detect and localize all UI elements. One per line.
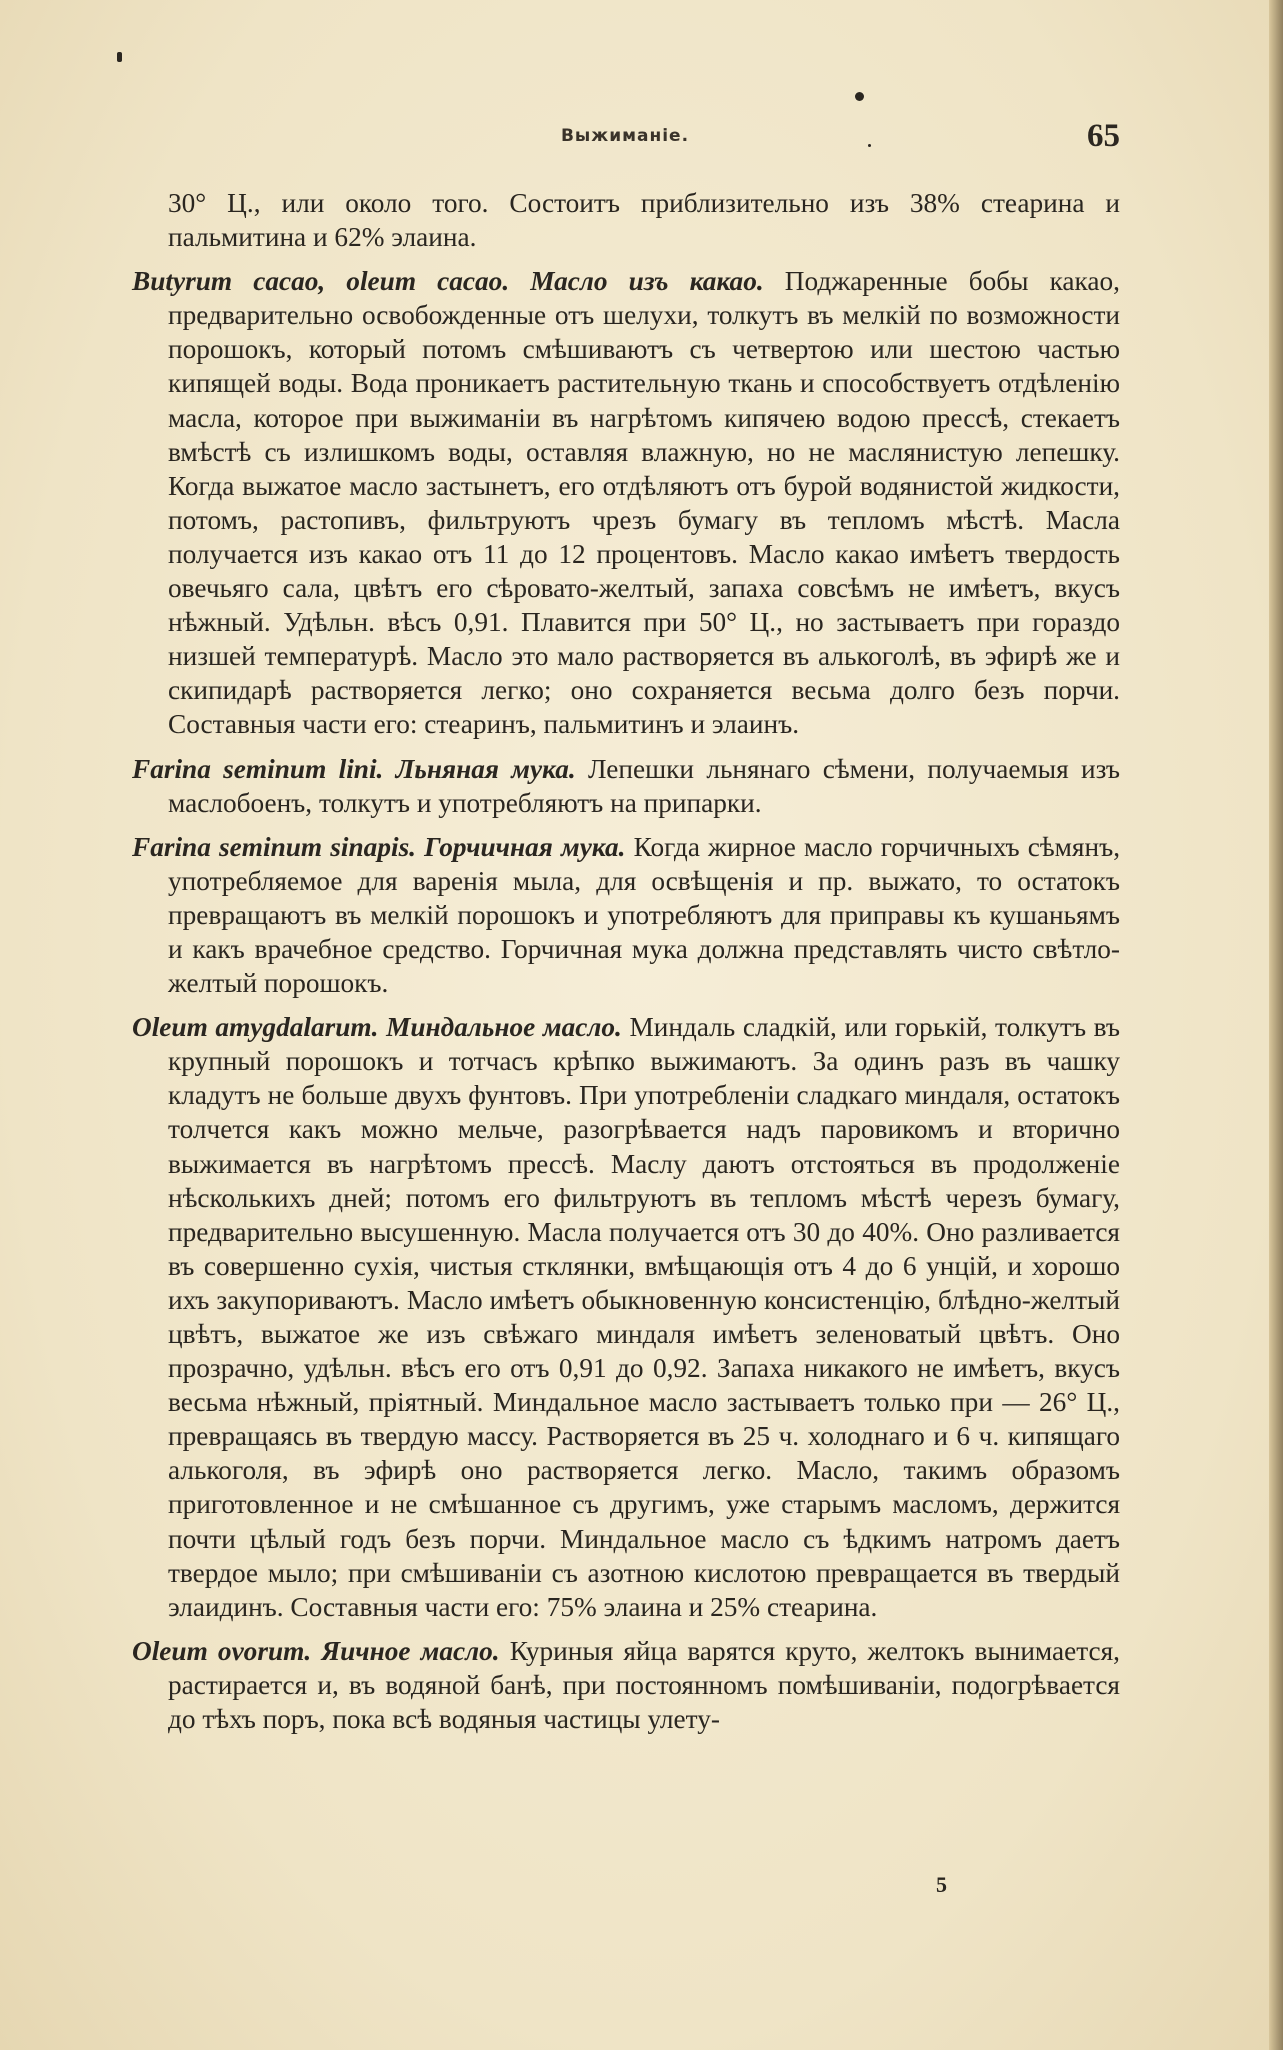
latin-term: Oleum amygdalarum. <box>132 1012 379 1043</box>
latin-term: Farina seminum lini. <box>132 753 384 784</box>
entry-farina-lini <box>132 752 1120 820</box>
text-body <box>132 186 1120 1746</box>
entry-text: Куриныя яйца варятся круто, желтокъ вынимается, растирается и, въ водяной банѣ, при постоянномъ помѣшиваніи, подогрѣвается до тѣхъ поръ, пока всѣ водяныя частицы улету- <box>168 1635 1121 1735</box>
signature-mark: 5 <box>936 1872 947 1897</box>
running-head: Выжиманіе. <box>560 126 690 146</box>
russian-term: Масло изъ какао. <box>530 266 764 297</box>
entry-farina-sinapis <box>132 830 1120 1000</box>
ink-speck <box>855 92 864 101</box>
entry-text: Миндаль сладкій, или горькій, толкутъ въ крупный порошокъ и тотчасъ крѣпко выжимаютъ. За одинъ разъ въ чашку кладутъ не больше двухъ фунтовъ. При употребленіи сладкаго миндаля, остатокъ толчется какъ можно мельче, разогрѣвается надъ паровикомъ и вторично выжимается въ нагрѣтомъ прессѣ. Маслу даютъ отстояться въ продолженіе нѣсколькихъ дней; потомъ его фильтруютъ въ тепломъ мѣстѣ черезъ бумагу, предварительно высушенную. Масла получается отъ 30 до 40%. Оно разливается въ совершенно сухія, чистыя стклянки, вмѣщающія отъ 4 до 6 унцій, и хорошо ихъ закупориваютъ. Масло имѣетъ обыкновенную консистенцію, блѣдно-желтый цвѣтъ, выжатое же изъ свѣжаго миндаля имѣетъ зеленоватый цвѣтъ. Оно прозрачно, удѣльн. вѣсъ его отъ 0,91 до 0,92. Запаха никакого не имѣетъ, вкусъ весьма нѣжный, пріятный. Миндальное масло застываетъ только при — 26° Ц., превращаясь въ твердую массу. Растворяется въ 25 ч. холоднаго и 6 ч. кипящаго алькоголя, въ эфирѣ оно растворяется легко. Масло, такимъ образомъ приготовленное и не смѣшанное съ другимъ, уже старымъ масломъ, держится почти цѣлый годъ безъ порчи. Миндальное масло съ ѣдкимъ натромъ даетъ твердое мыло; при смѣшиваніи съ азотною кислотою превращается въ твердый элаидинъ. Составныя части его: 75% элаина и 25% стеарина. <box>168 1012 1121 1622</box>
entry-oleum-amygdalarum <box>132 1010 1120 1624</box>
latin-term: Butyrum cacao, oleum cacao. <box>132 266 510 297</box>
page-edge <box>1269 0 1283 2050</box>
russian-term: Миндальное масло. <box>386 1012 622 1043</box>
russian-term: Льняная мука. <box>395 753 576 784</box>
entry-oleum-ovorum <box>132 1634 1120 1736</box>
paragraph-continuation <box>132 186 1120 254</box>
entry-butyrum-cacao <box>132 264 1120 741</box>
ink-speck <box>117 52 122 62</box>
russian-term: Горчичная мука. <box>424 831 626 862</box>
entry-text: Поджаренные бобы какао, предварительно освобожденные отъ шелухи, толкутъ въ мелкій по возможности порошокъ, который потомъ смѣшиваютъ съ четвертою или шестою частью кипящей воды. Вода проникаетъ растительную ткань и способствуетъ отдѣленію масла, которое при выжиманіи въ нагрѣтомъ кипячею водою прессѣ, стекаетъ вмѣстѣ съ излишкомъ воды, оставляя влажную, но не маслянистую лепешку. Когда выжатое масло застынетъ, его отдѣляютъ отъ бурой водянистой жидкости, потомъ, растопивъ, фильтруютъ чрезъ бумагу въ тепломъ мѣстѣ. Масла получается изъ какао отъ 11 до 12 процентовъ. Масло какао имѣетъ твердость овечьяго сала, цвѣтъ его сѣровато-желтый, запаха совсѣмъ не имѣетъ, вкусъ нѣжный. Удѣльн. вѣсъ 0,91. Плавится при 50° Ц., но застываетъ при гораздо низшей температурѣ. Масло это мало растворяется въ алькоголѣ, въ эфирѣ же и скипидарѣ растворяется легко; оно сохраняется весьма долго безъ порчи. Составныя части его: стеаринъ, пальмитинъ и элаинъ. <box>168 266 1120 740</box>
paragraph-text: 30° Ц., или около того. Состоитъ приблизительно изъ 38% стеарина и пальмитина и 62% элаина. <box>168 188 1120 253</box>
page-header <box>130 118 1120 158</box>
page-number: 65 <box>1087 118 1120 154</box>
entry-text: Когда жирное масло горчичныхъ сѣмянъ, употребляемое для варенія мыла, для освѣщенія и пр. выжато, то остатокъ превращаютъ въ мелкій порошокъ и употребляютъ для приправы къ кушаньямъ и какъ врачебное средство. Горчичная мука должна представлять чисто свѣтло-желтый порошокъ. <box>168 831 1121 999</box>
entry-text: Лепешки льнянаго сѣмени, получаемыя изъ маслобоенъ, толкутъ и употребляютъ на припарки. <box>168 753 1121 818</box>
russian-term: Яичное масло. <box>321 1635 500 1666</box>
latin-term: Farina seminum sinapis. <box>132 831 417 862</box>
latin-term: Oleum ovorum. <box>132 1635 312 1666</box>
